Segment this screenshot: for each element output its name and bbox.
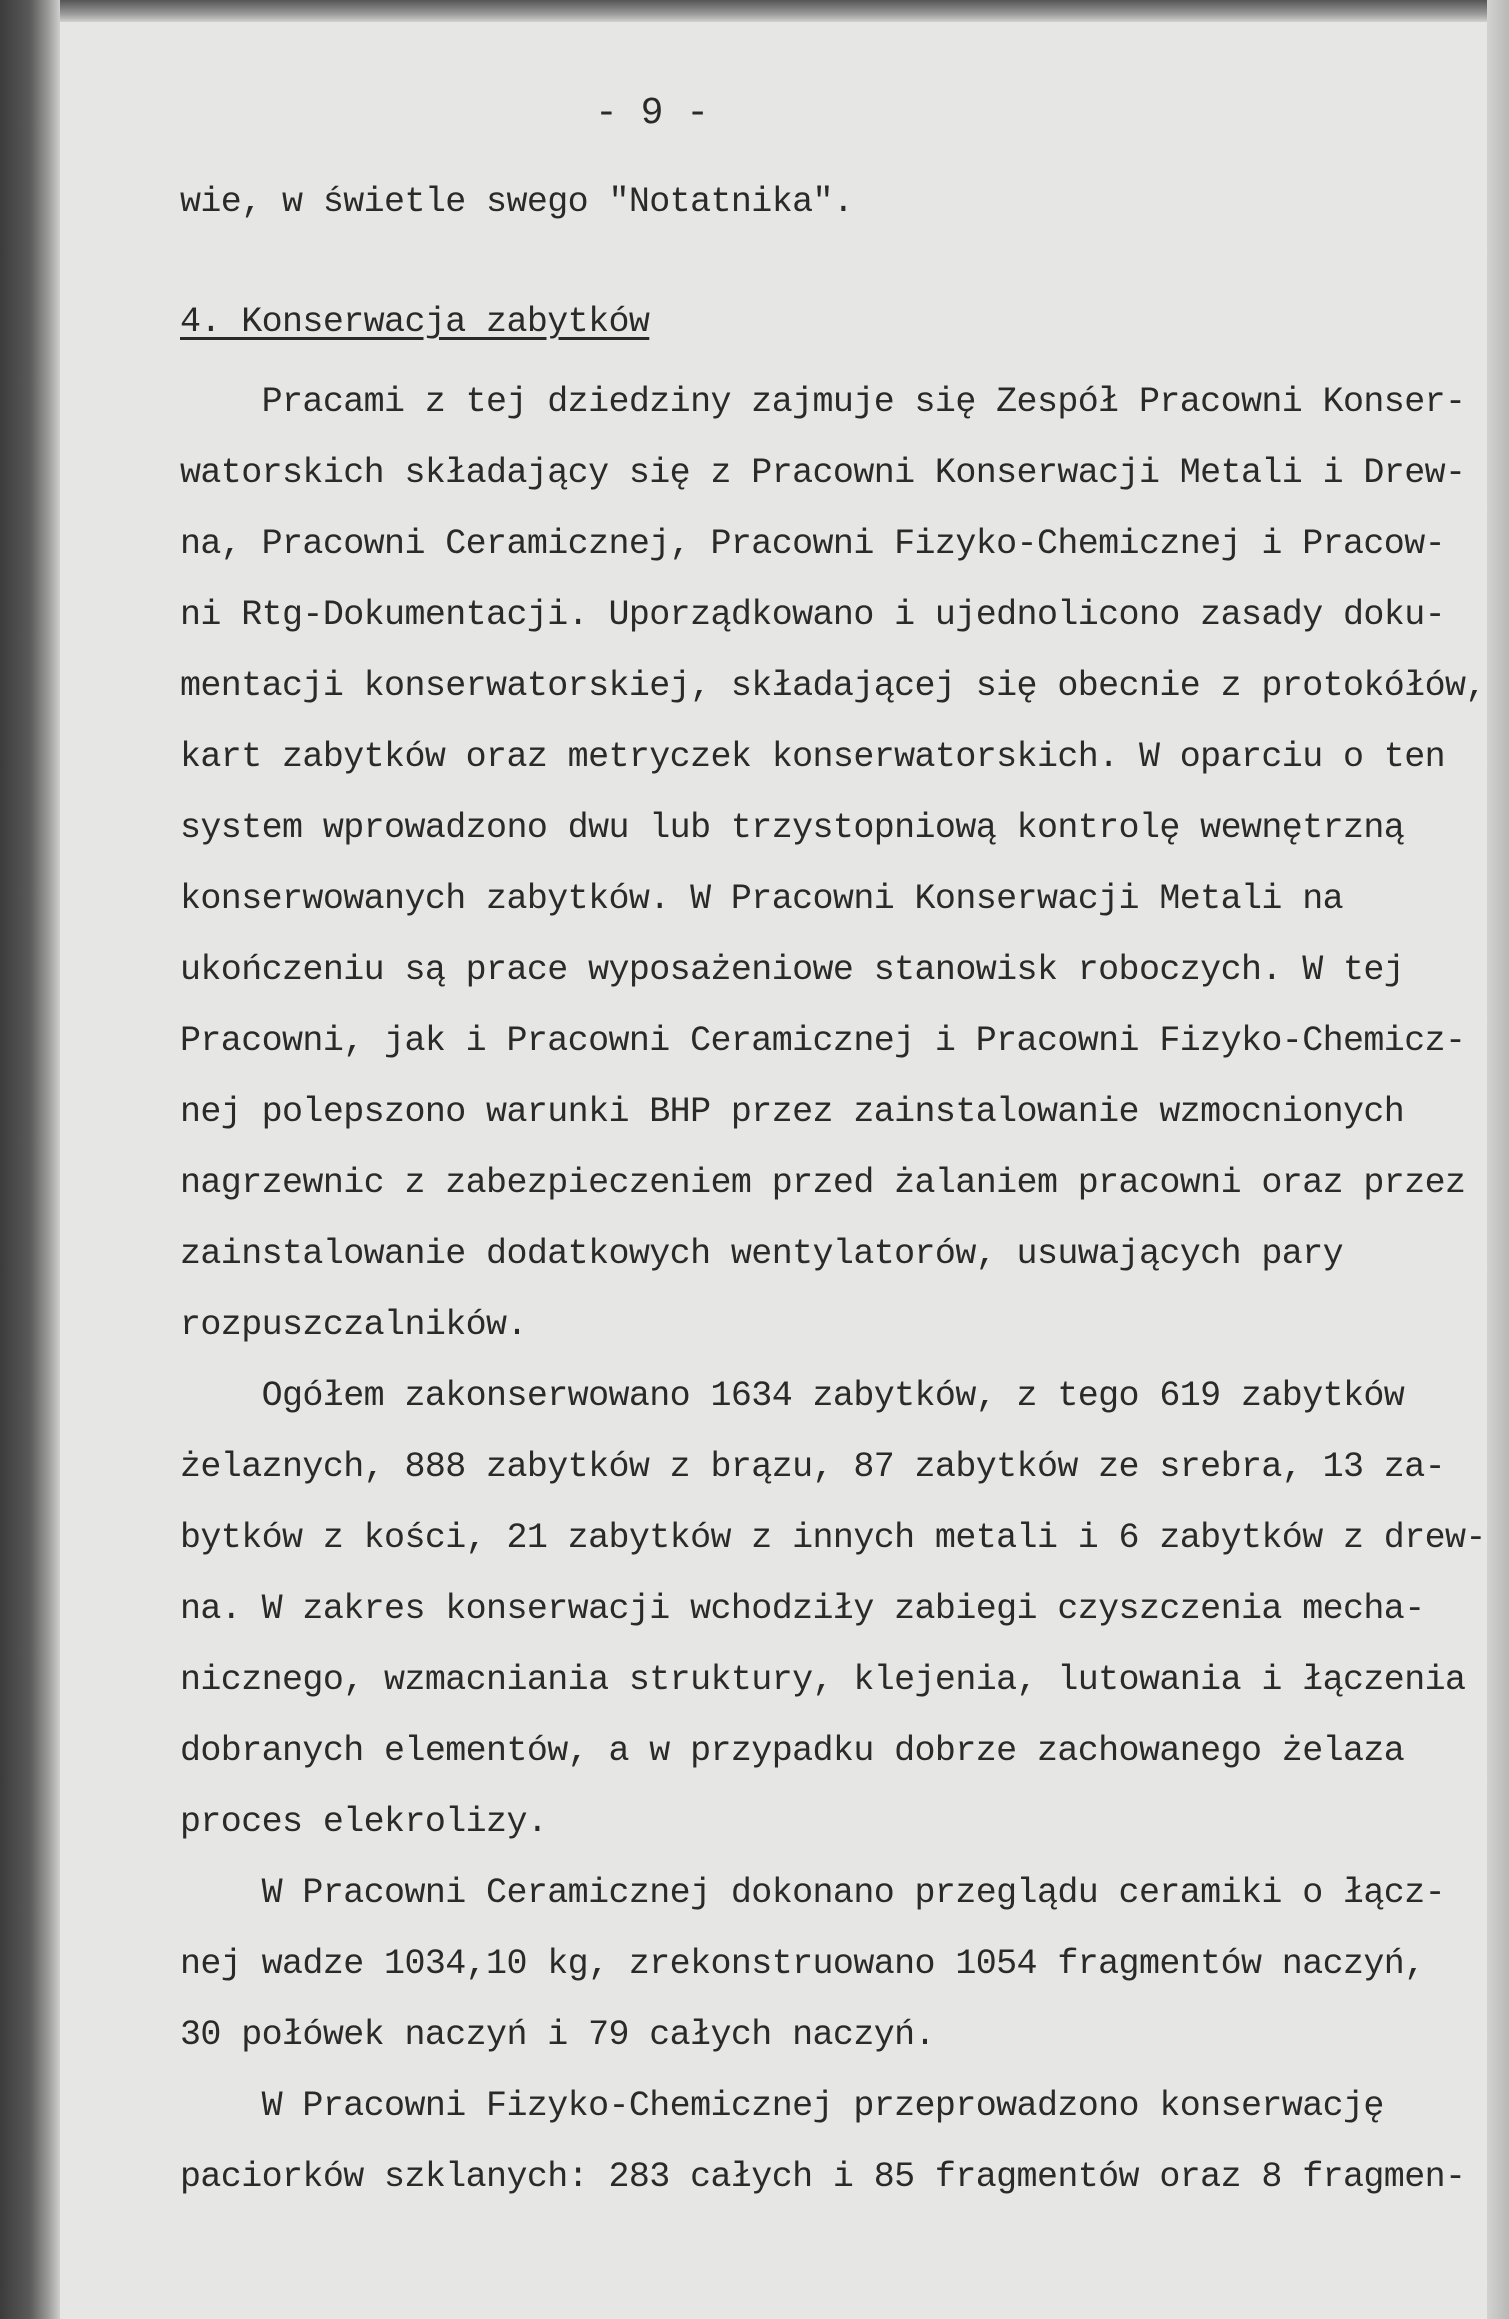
text-line: ukończeniu są prace wyposażeniowe stanowisk roboczych. W tej <box>180 950 1405 990</box>
text-line: na. W zakres konserwacji wchodziły zabiegi czyszczenia mecha- <box>180 1589 1425 1629</box>
text-line: wie, w świetle swego "Notatnika". <box>180 182 854 222</box>
text-line: dobranych elementów, a w przypadku dobrze zachowanego żelaza <box>180 1731 1405 1771</box>
text-line: zainstalowanie dodatkowych wentylatorów, usuwających pary <box>180 1234 1343 1274</box>
text-line: Pracami z tej dziedziny zajmuje się Zespół Pracowni Konser- <box>180 382 1466 422</box>
text-line: Pracowni, jak i Pracowni Ceramicznej i Pracowni Fizyko-Chemicz- <box>180 1021 1466 1061</box>
text-line: W Pracowni Fizyko-Chemicznej przeprowadzono konserwację <box>180 2086 1384 2126</box>
text-line: nagrzewnic z zabezpieczeniem przed żalaniem pracowni oraz przez <box>180 1163 1466 1203</box>
text-line: ni Rtg-Dokumentacji. Uporządkowano i ujednolicono zasady doku- <box>180 595 1446 635</box>
text-line: bytków z kości, 21 zabytków z innych metali i 6 zabytków z drew- <box>180 1518 1486 1558</box>
text-line: konserwowanych zabytków. W Pracowni Konserwacji Metali na <box>180 879 1343 919</box>
text-line: mentacji konserwatorskiej, składającej się obecnie z protokółów, <box>180 666 1486 706</box>
text-line: W Pracowni Ceramicznej dokonano przeglądu ceramiki o łącz- <box>180 1873 1446 1913</box>
text-line: nej wadze 1034,10 kg, zrekonstruowano 1054 fragmentów naczyń, <box>180 1944 1425 1984</box>
text-line: nej polepszono warunki BHP przez zainstalowanie wzmocnionych <box>180 1092 1405 1132</box>
text-line: watorskich składający się z Pracowni Konserwacji Metali i Drew- <box>180 453 1466 493</box>
page-number: - 9 - <box>595 92 710 135</box>
text-line: proces elekrolizy. <box>180 1802 548 1842</box>
text-line: paciorków szklanych: 283 całych i 85 fragmentów oraz 8 fragmen- <box>180 2157 1466 2197</box>
text-line: na, Pracowni Ceramicznej, Pracowni Fizyko-Chemicznej i Pracow- <box>180 524 1446 564</box>
section-heading: 4. Konserwacja zabytków <box>180 302 650 342</box>
text-line: kart zabytków oraz metryczek konserwatorskich. W oparciu o ten <box>180 737 1446 777</box>
binding-edge <box>0 0 60 2319</box>
text-line: żelaznych, 888 zabytków z brązu, 87 zabytków ze srebra, 13 za- <box>180 1447 1446 1487</box>
text-line: 30 połówek naczyń i 79 całych naczyń. <box>180 2015 935 2055</box>
text-line: rozpuszczalników. <box>180 1305 527 1345</box>
top-edge-shadow <box>60 0 1509 22</box>
text-line: system wprowadzono dwu lub trzystopniową kontrolę wewnętrzną <box>180 808 1405 848</box>
text-line: nicznego, wzmacniania struktury, klejenia, lutowania i łączenia <box>180 1660 1466 1700</box>
text-line: Ogółem zakonserwowano 1634 zabytków, z tego 619 zabytków <box>180 1376 1405 1416</box>
right-page-edge <box>1487 0 1509 2319</box>
